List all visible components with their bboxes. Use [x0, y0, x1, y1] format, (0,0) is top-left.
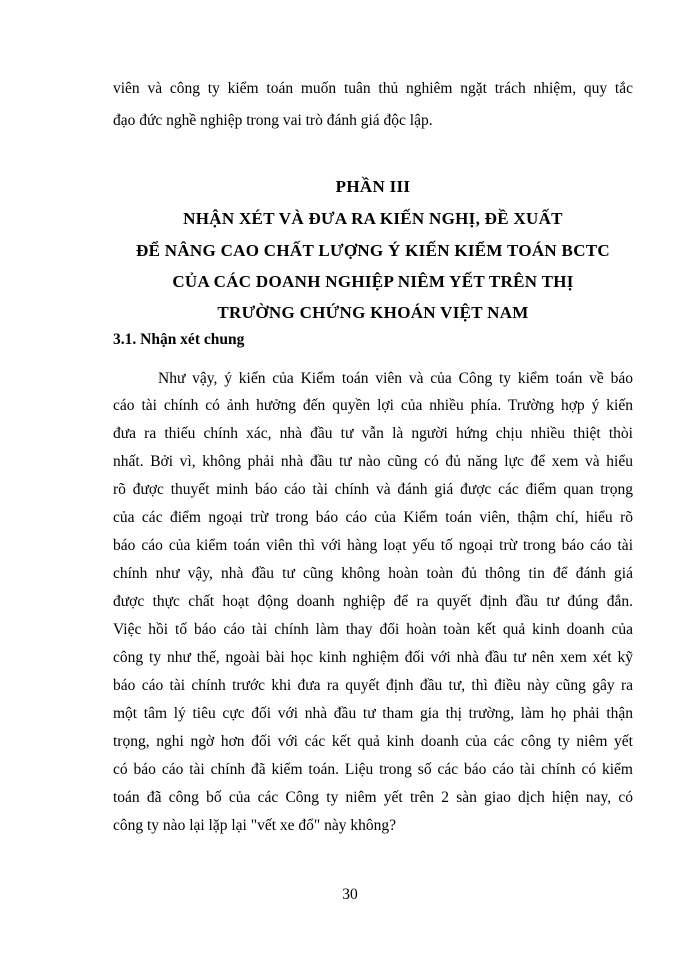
- paragraph-line: công ty nào lại lặp lại "vết xe đổ" này không?: [113, 817, 396, 834]
- paragraph-line: rõ được thuyết minh báo cáo tài chính và đánh giá được các điểm quan trọng: [113, 481, 633, 498]
- paragraph-line: có báo cáo tài chính đã kiểm toán. Liệu trong số các báo cáo tài chính có kiểm: [113, 761, 633, 778]
- part-title-line: ĐỂ NÂNG CAO CHẤT LƯỢNG Ý KIẾN KIỂM TOÁN BCTC: [136, 241, 610, 260]
- paragraph-line: Như vậy, ý kiến của Kiểm toán viên và của Công ty kiểm toán về báo: [158, 370, 633, 387]
- paragraph-line: công ty như thế, ngoài bài học kinh nghiệm đối với nhà đầu tư nên xem xét kỹ: [113, 649, 633, 666]
- part-title-line: TRƯỜNG CHỨNG KHOÁN VIỆT NAM: [217, 303, 529, 322]
- intro-line: đạo đức nghề nghiệp trong vai trò đánh giá độc lập.: [113, 112, 433, 129]
- paragraph-line: một tâm lý tiêu cực đối với nhà đầu tư tham gia thị trường, làm họ phải thận: [113, 705, 633, 722]
- paragraph-line: Việc hồi tố báo cáo tài chính làm thay đổi hoàn toàn kết quả kinh doanh của: [113, 621, 633, 638]
- paragraph-line: nhất. Bởi vì, không phải nhà đầu tư nào cũng có đủ năng lực để xem và hiểu: [113, 453, 633, 470]
- page-number: 30: [342, 886, 358, 903]
- paragraph-line: được thực chất hoạt động doanh nghiệp để ra quyết định đầu tư đúng đắn.: [113, 593, 633, 610]
- paragraph-line: chính như vậy, nhà đầu tư cũng không hoàn toàn đủ thông tin để đánh giá: [113, 565, 633, 582]
- paragraph-line: báo cáo tài chính trước khi đưa ra quyết định đầu tư, thì điều này cũng gây ra: [113, 677, 633, 694]
- intro-line: viên và công ty kiểm toán muốn tuân thủ nghiêm ngặt trách nhiệm, quy tắc: [113, 80, 633, 97]
- paragraph-line: đưa ra thiếu chính xác, nhà đầu tư vẫn là người hứng chịu nhiều thiệt thòi: [113, 425, 633, 442]
- part-title-line: NHẬN XÉT VÀ ĐƯA RA KIẾN NGHỊ, ĐỀ XUẤT: [183, 209, 563, 228]
- paragraph-line: báo cáo của kiểm toán viên thì với hàng loạt yếu tố ngoại trừ trong báo cáo tài: [113, 537, 633, 554]
- part-title-line: CỦA CÁC DOANH NGHIỆP NIÊM YẾT TRÊN THỊ: [172, 272, 574, 291]
- paragraph-line: toán đã công bố của các Công ty niêm yết trên 2 sàn giao dịch hiện nay, có: [113, 789, 633, 806]
- paragraph-line: trọng, nghi ngờ hơn đối với các kết quả kinh doanh của các công ty niêm yết: [113, 733, 633, 750]
- part-number: PHẦN III: [335, 177, 411, 196]
- paragraph-line: cáo tài chính có ảnh hưởng đến quyền lợi của nhiều phía. Trường hợp ý kiến: [113, 397, 633, 414]
- paragraph-line: của các điểm ngoại trừ trong báo cáo của Kiểm toán viên, thậm chí, hiểu rõ: [113, 509, 633, 526]
- section-title: 3.1. Nhận xét chung: [113, 331, 245, 348]
